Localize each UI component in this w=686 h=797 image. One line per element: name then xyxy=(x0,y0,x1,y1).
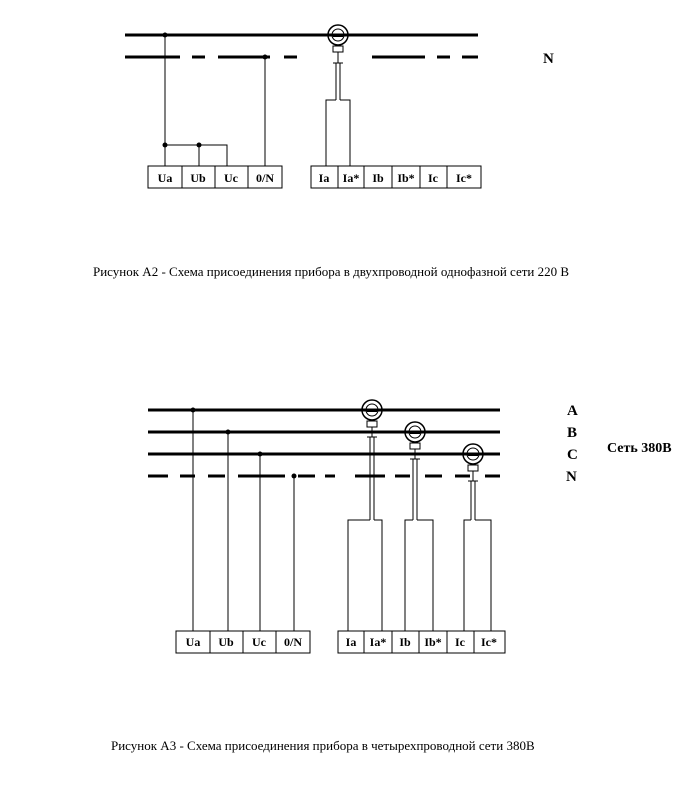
a3-terminal-ua: Ua xyxy=(185,635,201,649)
figure-a3 xyxy=(111,400,672,753)
a2-bus-label-n: N xyxy=(543,51,554,67)
a2-current-terminal-block xyxy=(311,166,481,188)
a3-caption: Рисунок А3 - Схема присоединения прибора в четырехпроводной сети 380В xyxy=(111,738,535,753)
a2-terminal-ua: Ua xyxy=(157,171,173,185)
a3-terminal-ub: Ub xyxy=(218,635,234,649)
a2-current-transformer-icon xyxy=(326,25,350,166)
a3-bus-label-n: N xyxy=(566,469,577,485)
a2-terminal-ic: Ic xyxy=(428,171,438,185)
a3-current-transformer-a-icon xyxy=(348,400,382,631)
a2-terminal-ib-star: Ib* xyxy=(397,171,415,185)
a2-terminal-ub: Ub xyxy=(190,171,206,185)
a2-terminal-ia-star: Ia* xyxy=(342,171,360,185)
a3-terminal-ia-star: Ia* xyxy=(369,635,387,649)
a2-terminal-0n: 0/N xyxy=(256,171,274,185)
a3-current-transformer-c-icon xyxy=(463,444,491,631)
figure-a2 xyxy=(93,25,569,279)
a3-terminal-uc: Uc xyxy=(252,635,266,649)
a3-voltage-terminal-block xyxy=(176,631,310,653)
a3-network-label: Сеть 380В xyxy=(607,441,672,456)
a3-bus-label-c: C xyxy=(567,447,578,463)
a3-voltage-wiring xyxy=(193,410,294,631)
a2-terminal-ia: Ia xyxy=(318,171,330,185)
a3-terminal-0n: 0/N xyxy=(284,635,302,649)
a3-bus-label-a: A xyxy=(567,403,578,419)
a3-junction-dots xyxy=(191,408,297,479)
a3-terminal-ib-star: Ib* xyxy=(424,635,442,649)
a3-bus-label-b: B xyxy=(567,425,578,441)
a2-terminal-ib: Ib xyxy=(372,171,384,185)
a2-caption: Рисунок А2 - Схема присоединения прибора в двухпроводной однофазной сети 220 В xyxy=(93,264,570,279)
a3-terminal-ia: Ia xyxy=(345,635,357,649)
a2-voltage-terminal-block xyxy=(148,166,282,188)
a2-terminal-ic-star: Ic* xyxy=(456,171,472,185)
a2-voltage-wiring xyxy=(165,35,265,166)
a3-current-terminal-block xyxy=(338,631,505,653)
a3-terminal-ib: Ib xyxy=(399,635,411,649)
a3-terminal-ic: Ic xyxy=(455,635,465,649)
a2-junction-dots xyxy=(163,33,268,148)
a2-terminal-uc: Uc xyxy=(224,171,238,185)
a3-terminal-ic-star: Ic* xyxy=(481,635,497,649)
